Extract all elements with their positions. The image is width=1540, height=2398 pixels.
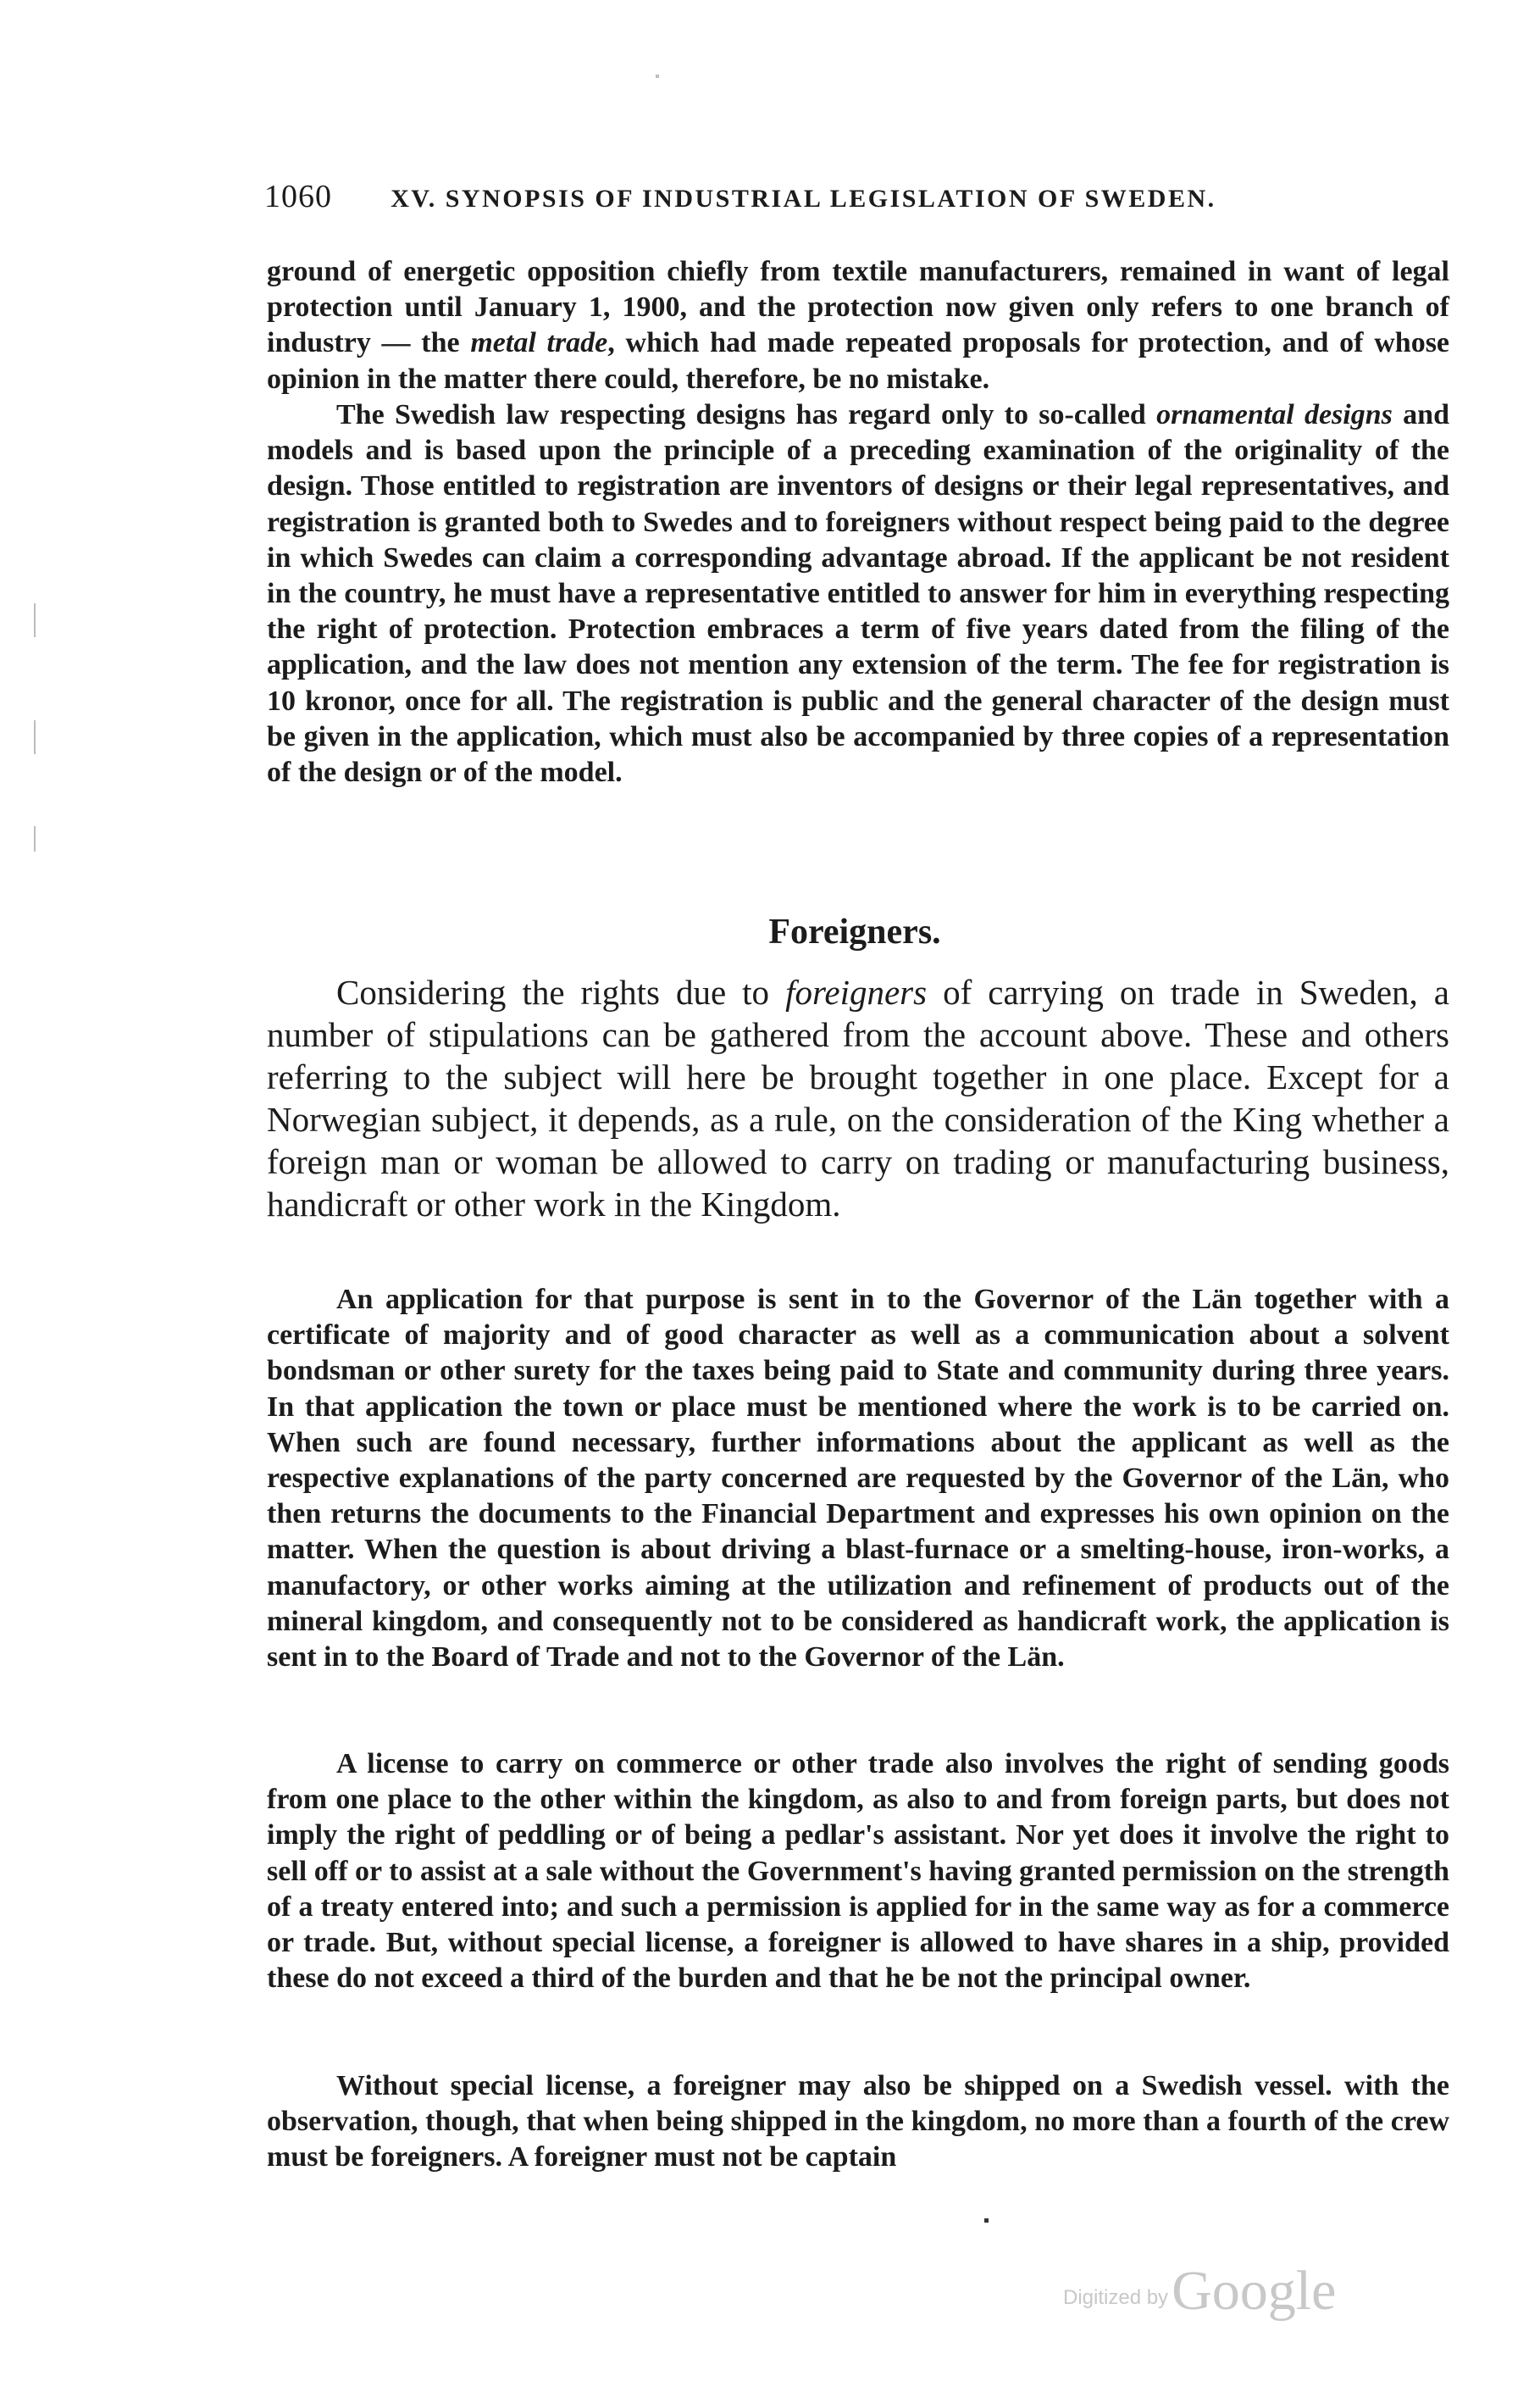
paragraph-license-rights: A license to carry on commerce or other trade also involves the right of sending goods from one place to the other within the kingdom, as also to and from foreign parts, but does not imply the right of peddling or of being a pedlar's assistant. Nor yet does it involve the right to sell off or to assist at a sale without the Government's having granted permission on the strength of a treaty entered into; and such a permission is applied for in the same way as for a commerce or trade. But, without special license, a foreigner is allowed to have shares in a ship, provided these do not exceed a third of the burden and that he be not the principal owner. [267,1748,1449,1995]
text-run: , which had made repeated proposals for protection, and of whose opinion in the matter there could, therefore, be no mistake. [267,327,1450,395]
margin-mark [34,720,36,754]
italic-term-metal-trade: metal trade [470,327,608,359]
running-title: XV. SYNOPSIS OF INDUSTRIAL LEGISLATION OF SWEDEN. [391,185,1216,213]
page-number: 1060 [264,179,332,214]
margin-mark [34,603,36,637]
digitized-by-google-watermark [1063,2259,1336,2323]
running-header [264,178,1450,215]
google-logo: Google [1172,2260,1337,2322]
margin-mark [34,826,36,852]
text-run: ground of energetic opposition chiefly from textile manufacturers, remained in want of legal protection until January 1, 1900, and the protection now given only refers to one branch of industry — the [267,256,1449,359]
italic-term-ornamental-designs: ornamental designs [1156,399,1393,430]
italic-term-foreigners: foreigners [785,973,928,1012]
paragraph-application-procedure: An application for that purpose is sent in to the Governor of the Län together with a certificate of majority and of good character as well as a communication about a solvent bondsman or other surety for the taxes being paid to State and community during three years. In that application the town or place must be mentioned where the work is to be carried on. When such are found necessary, further informations about the applicant as well as the respective explanations of the party concerned are requested by the Governor of the Län, who then returns the documents to the Financial Department and expresses his own opinion on the matter. When the question is about driving a blast-furnace or a smelting-house, iron-works, a manufactory, or other works aiming at the utilization and refinement of products out of the mineral kingdom, and consequently not to be considered as handicraft work, the application is sent in to the Board of Trade and not to the Governor of the Län. [267,1284,1449,1674]
page-speck [984,2218,989,2223]
paragraph-designs-law [267,397,1449,791]
text-run: The Swedish law respecting designs has regard only to so-called [336,399,1157,430]
paragraph-shipping: Without special license, a foreigner may also be shipped on a Swedish vessel. with the observation, though, that when being shipped in the kingdom, no more than a fourth of the crew must be foreigners. A foreigner must not be captain [267,2070,1449,2173]
text-run: Considering the rights due to [336,973,786,1012]
section-heading-foreigners: Foreigners. [768,913,941,952]
text-run: of carrying on trade in Sweden, a number of stipulations can be gathered from the account above. These and others referring to the subject will here be brought together in one place. Except for a Norwegian subject, it depends, as a rule, on the consideration of the King whether a foreign man or woman be allowed to carry on trading or manufacturing business, handicraft or other work in the Kingdom. [267,973,1449,1224]
paragraph-foreigners-intro [267,971,1449,1225]
text-run: and models and is based upon the principle of a preceding examination of the originality of the design. Those entitled to registration are inventors of designs or their legal representatives, and registration is granted both to Swedes and to foreigners without respect being paid to the degree in which Swedes can claim a corresponding advantage abroad. If the applicant be not resident in the country, he must have a representative entitled to answer for him in everything respecting the right of protection. Protection embraces a term of five years dated from the filing of the application, and the law does not mention any extension of the term. The fee for registration is 10 kronor, once for all. The registration is public and the general character of the design must be given in the application, which must also be accompanied by three copies of a representation of the design or of the model. [267,399,1449,789]
paragraph-textile-opposition [267,254,1449,397]
digitized-by-label: Digitized by [1063,2286,1169,2309]
page-speck [656,75,659,78]
